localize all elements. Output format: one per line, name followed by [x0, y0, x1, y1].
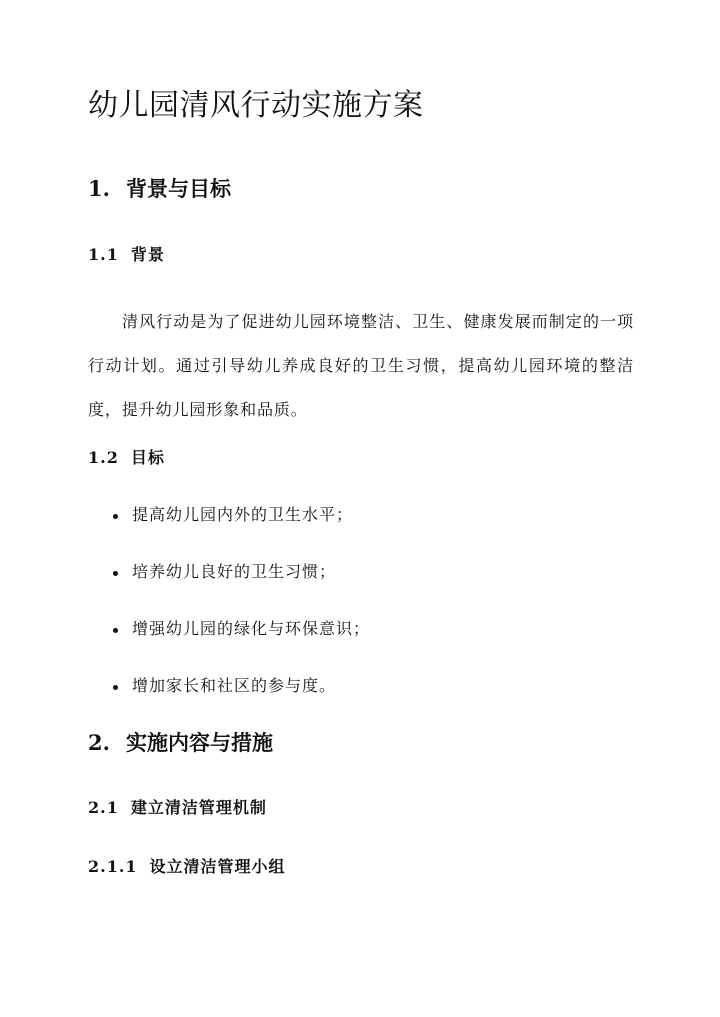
section-heading-implementation: [88, 728, 273, 758]
subsection-number: 1.1: [88, 245, 119, 264]
section-title: 背景与目标: [126, 176, 231, 201]
subsection-title: 目标: [130, 448, 165, 467]
section-heading-background-goals: [88, 174, 231, 204]
subsubsection-number: 2.1.1: [88, 857, 138, 876]
bullet-icon: [113, 571, 118, 576]
bullet-icon: [113, 685, 118, 690]
subsection-heading-goals: [88, 446, 165, 470]
list-item-text: 增强幼儿园的绿化与环保意识；: [132, 619, 371, 638]
subsection-title: 背景: [130, 245, 165, 264]
subsection-heading-cleaning-mechanism: [88, 796, 267, 820]
subsection-heading-background: [88, 243, 165, 267]
list-item-text: 增加家长和社区的参与度。: [132, 676, 337, 695]
document-title: 幼儿园清风行动实施方案: [88, 88, 424, 123]
subsubsection-heading-cleaning-group: [88, 855, 286, 879]
section-number: 1.: [88, 176, 110, 201]
subsubsection-title: 设立清洁管理小组: [149, 857, 286, 876]
list-item-text: 提高幼儿园内外的卫生水平；: [132, 505, 354, 524]
subsection-title: 建立清洁管理机制: [130, 798, 267, 817]
list-item-text: 培养幼儿良好的卫生习惯；: [132, 562, 337, 581]
subsection-number: 2.1: [88, 798, 119, 817]
background-paragraph: 清风行动是为了促进幼儿园环境整洁、卫生、健康发展而制定的一项行动计划。通过引导幼儿养成良好的卫生习惯，提高幼儿园环境的整洁度，提升幼儿园形象和品质。: [88, 312, 634, 419]
section-title: 实施内容与措施: [126, 730, 273, 755]
section-number: 2.: [88, 730, 110, 755]
subsection-number: 1.2: [88, 448, 119, 467]
bullet-icon: [113, 514, 118, 519]
bullet-icon: [113, 628, 118, 633]
